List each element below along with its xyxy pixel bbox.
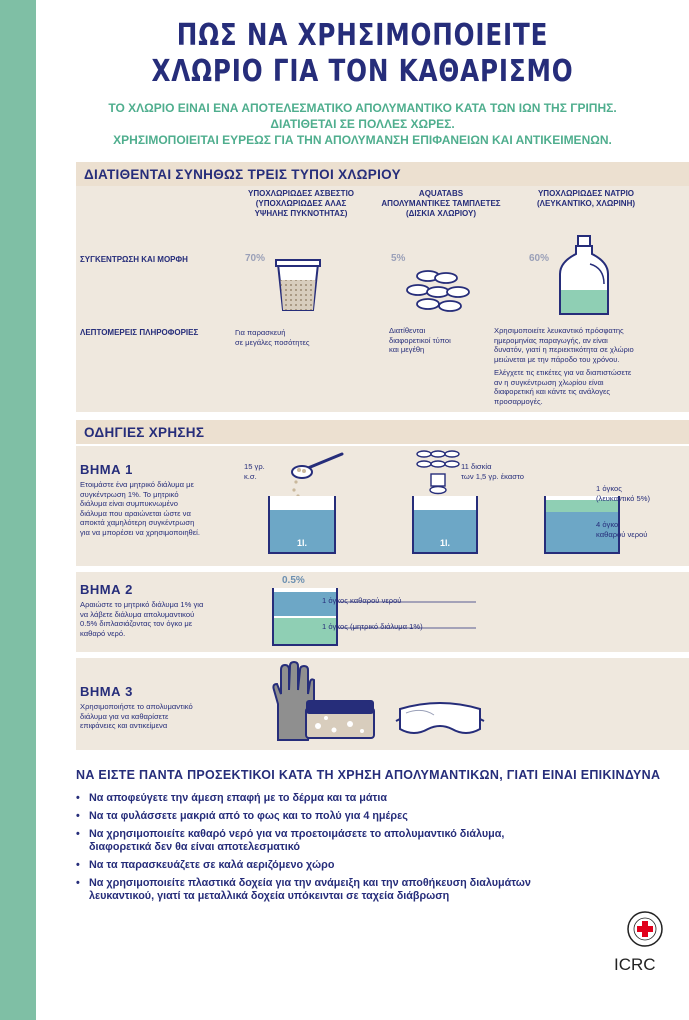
water-volume-label: 4 όγκοι καθαρού νερού [596, 520, 648, 539]
tablets-amount-label: 11 δισκία των 1,5 γρ. έκαστο [461, 462, 525, 481]
poster [36, 0, 689, 1020]
detail-calcium: Για παρασκευή σε μεγάλες ποσότητες [235, 328, 310, 347]
spoon-icon [286, 450, 346, 500]
spoon-amount-label: 15 γρ. κ.σ. [244, 462, 265, 481]
pct-sodium: 60% [529, 253, 550, 264]
goggles-icon [394, 695, 486, 741]
step1-title: ΒΗΜΑ 1 [80, 462, 133, 477]
icrc-logo-text: ICRC [614, 955, 656, 974]
instructions-header: ΟΔΗΓΙΕΣ ΧΡΗΣΗΣ [76, 420, 689, 444]
row-label-concentration: ΣΥΓΚΕΝΤΡΩΣΗ ΚΑΙ ΜΟΡΦΗ [80, 255, 188, 264]
page-title: ΠΩΣ ΝΑ ΧΡΗΣΙΜΟΠΟΙΕΙΤΕ ΧΛΩΡΙΟ ΓΙΑ ΤΟΝ ΚΑΘΑΡΙΣΜΟ [151, 18, 574, 89]
powder-jar-icon [274, 258, 322, 314]
warning-item: • Να χρησιμοποιείτε καθαρό νερό για να προετοιμάσετε το απολυμαντικό διάλυμα, διαφορετικά δεν θα είναι αποτελεσματικό [76, 828, 676, 854]
warning-item: • Να τα φυλάσσετε μακριά από το φως και το πολύ για 4 ημέρες [76, 810, 676, 823]
warning-title: ΝΑ ΕΙΣΤΕ ΠΑΝΤΑ ΠΡΟΣΕΚΤΙΚΟΙ ΚΑΤΑ ΤΗ ΧΡΗΣΗ ΑΠΟΛΥΜΑΝΤΙΚΩΝ, ΓΙΑΤΙ ΕΙΝΑΙ ΕΠΙΚΙΝΔΥΝΑ [76, 768, 661, 782]
beaker-calcium: 1l. [268, 496, 336, 554]
intro-text: ΤΟ ΧΛΩΡΙΟ ΕΙΝΑΙ ΕΝΑ ΑΠΟΤΕΛΕΣΜΑΤΙΚΟ ΑΠΟΛΥΜΑΝΤΙΚΟ ΚΑΤΑ ΤΩΝ ΙΩΝ ΤΗΣ ΓΡΙΠΗΣ. ΔΙΑΤΙΘΕΤΑΙ ΣΕ ΠΟΛΛΕΣ ΧΩΡΕΣ. ΧΡΗΣΙΜΟΠΟΙΕΙΤΑΙ ΕΥΡΕΩΣ ΓΙΑ ΤΗΝ ΑΠΟΛΥΜΑΝΣΗ ΕΠΙΦΑΝΕΙΩΝ ΚΑΙ ΑΝΤΙΚΕΙΜΕΝΩΝ. [108, 101, 617, 147]
warning-item: • Να τα παρασκευάζετε σε καλά αεριζόμενο χώρο [76, 859, 676, 872]
bleach-bottle-icon [556, 234, 612, 318]
col-head-aquatabs: AQUATABS ΑΠΟΛΥΜΑΝΤΙΚΕΣ ΤΑΜΠΛΕΤΕΣ (ΔΙΣΚΙΑ ΧΛΩΡΙΟΥ) [381, 189, 501, 218]
beaker-aquatabs: 1l. [412, 496, 478, 554]
col-head-sodium: ΥΠΟΧΛΩΡΙΩΔΕΣ ΝΑΤΡΙΟ (ΛΕΥΚΑΝΤΙΚΟ, ΧΛΩΡΙΝΗ) [536, 189, 636, 208]
row-label-details: ΛΕΠΤΟΜΕΡΕΙΣ ΠΛΗΡΟΦΟΡΙΕΣ [80, 328, 199, 337]
mother-volume-label: 1 όγκος (μητρικό διάλυμα 1%) [322, 622, 423, 631]
icrc-emblem-icon [626, 910, 664, 948]
types-header: ΔΙΑΤΙΘΕΝΤΑΙ ΣΥΝΗΘΩΣ ΤΡΕΙΣ ΤΥΠΟΙ ΧΛΩΡΙΟΥ [76, 162, 689, 186]
warning-item: • Να χρησιμοποιείτε πλαστικά δοχεία για την ανάμειξη και την αποθήκευση διαλυμάτων λευκαντικού, γιατί τα μεταλλικά δοχεία υπόκεινται σε ταχεία διάβρωση [76, 877, 676, 903]
col-head-calcium: ΥΠΟΧΛΩΡΙΩΔΕΣ ΑΣΒΕΣΤΙΟ (ΥΠΟΧΛΩΡΙΩΔΕΣ ΑΛΑΣ ΥΨΗΛΗΣ ΠΥΚΝΟΤΗΤΑΣ) [247, 189, 355, 218]
detail-aquatabs: Διατίθενται διαφορετικοί τύποι και μεγέθη [389, 326, 451, 354]
water-volume-label-2: 1 όγκος καθαρού νερού [322, 596, 402, 605]
pct-aquatabs: 5% [391, 253, 406, 264]
warning-list [76, 792, 676, 908]
pct-calcium: 70% [245, 253, 266, 264]
tablets-icon [406, 266, 472, 316]
step3-text: Χρησιμοποιήστε το απολυμαντικό διάλυμα για να καθαρίσετε επιφάνειες και αντικείμενα [80, 702, 193, 730]
tablet-stack-icon [414, 448, 460, 498]
side-accent-bar [0, 0, 36, 1020]
step2-title: ΒΗΜΑ 2 [80, 582, 133, 597]
step1-text: Ετοιμάστε ένα μητρικό διάλυμα με συγκέντρωση 1%. Το μητρικό διάλυμα είναι συμπυκνωμένο διάλυμα που αραιώνεται ώστε να αποκτά χαμηλότερη συγκέντρωση για να μπορέσει να χρησιμοποιηθεί. [80, 480, 200, 537]
warning-item: • Να αποφεύγετε την άμεση επαφή με το δέρμα και τα μάτια [76, 792, 676, 805]
step2-text: Αραιώστε το μητρικό διάλυμα 1% για να λάβετε διάλυμα απολυμαντικού 0.5% διπλασιάζοντας τον όγκο με καθαρό νερό. [80, 600, 204, 638]
sponge-icon [304, 698, 376, 742]
step2-pct: 0.5% [282, 575, 305, 586]
detail-sodium: Χρησιμοποιείτε λευκαντικό πρόσφατης ημερομηνίας παραγωγής, αν είναι δυνατόν, γιατί η περιεκτικότητα σε χλώριο μειώνεται με την πάροδο του χρόνου. Ελέγχετε τις ετικέτες για να διαπιστώσετε αν η συγκέντρωση χλωρίου είναι διαφορετική και κάντε τις ανάλογες προσαρμογές. [494, 326, 634, 406]
bleach-volume-label: 1 όγκος (λευκαντικό 5%) [596, 484, 650, 503]
step3-title: ΒΗΜΑ 3 [80, 684, 133, 699]
